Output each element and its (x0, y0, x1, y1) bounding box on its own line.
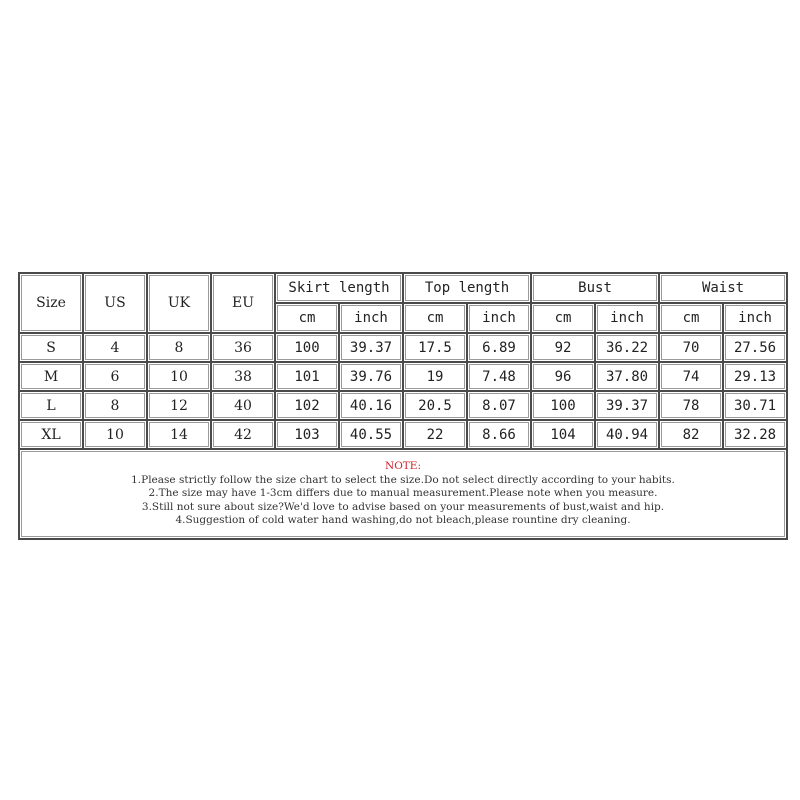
cell-waist-cm: 82 (660, 421, 724, 450)
cell-uk: 10 (148, 363, 212, 392)
notes-row (20, 450, 788, 540)
cell-eu: 40 (212, 392, 276, 421)
header-bust: Bust (532, 274, 660, 304)
cell-waist-inch: 30.71 (724, 392, 788, 421)
cell-bust-inch: 40.94 (596, 421, 660, 450)
cell-uk: 8 (148, 334, 212, 363)
table-row (20, 334, 788, 363)
cell-us: 10 (84, 421, 148, 450)
unit-cm: cm (404, 304, 468, 334)
cell-bust-cm: 92 (532, 334, 596, 363)
cell-top-cm: 22 (404, 421, 468, 450)
cell-skirt-inch: 40.16 (340, 392, 404, 421)
cell-us: 4 (84, 334, 148, 363)
cell-waist-inch: 29.13 (724, 363, 788, 392)
cell-waist-inch: 27.56 (724, 334, 788, 363)
header-skirt-length: Skirt length (276, 274, 404, 304)
cell-uk: 12 (148, 392, 212, 421)
header-row-groups (20, 274, 788, 304)
cell-waist-cm: 70 (660, 334, 724, 363)
cell-top-inch: 6.89 (468, 334, 532, 363)
cell-size: XL (20, 421, 84, 450)
size-chart-table (18, 272, 788, 540)
note-line: 4.Suggestion of cold water hand washing,do not bleach,please rountine dry cleaning. (175, 514, 631, 527)
cell-uk: 14 (148, 421, 212, 450)
cell-bust-inch: 39.37 (596, 392, 660, 421)
unit-cm: cm (276, 304, 340, 334)
table-row (20, 392, 788, 421)
cell-bust-inch: 36.22 (596, 334, 660, 363)
cell-eu: 38 (212, 363, 276, 392)
cell-us: 8 (84, 392, 148, 421)
note-line: 1.Please strictly follow the size chart to select the size.Do not select directly according to your habits. (131, 473, 675, 486)
cell-bust-inch: 37.80 (596, 363, 660, 392)
cell-size: M (20, 363, 84, 392)
header-size: Size (20, 274, 84, 334)
cell-waist-cm: 74 (660, 363, 724, 392)
cell-skirt-cm: 103 (276, 421, 340, 450)
cell-top-cm: 20.5 (404, 392, 468, 421)
cell-size: S (20, 334, 84, 363)
cell-eu: 36 (212, 334, 276, 363)
unit-cm: cm (660, 304, 724, 334)
header-eu: EU (212, 274, 276, 334)
cell-top-cm: 19 (404, 363, 468, 392)
cell-skirt-cm: 102 (276, 392, 340, 421)
cell-top-inch: 8.07 (468, 392, 532, 421)
cell-skirt-cm: 100 (276, 334, 340, 363)
header-uk: UK (148, 274, 212, 334)
cell-bust-cm: 104 (532, 421, 596, 450)
note-line: 3.Still not sure about size?We'd love to advise based on your measurements of bust,waist and hip. (141, 500, 665, 513)
cell-skirt-inch: 39.37 (340, 334, 404, 363)
cell-size: L (20, 392, 84, 421)
cell-top-cm: 17.5 (404, 334, 468, 363)
cell-top-inch: 7.48 (468, 363, 532, 392)
table-row (20, 363, 788, 392)
unit-inch: inch (340, 304, 404, 334)
header-us: US (84, 274, 148, 334)
unit-inch: inch (468, 304, 532, 334)
note-line: 2.The size may have 1-3cm differs due to manual measurement.Please note when you measure. (148, 487, 658, 500)
cell-bust-cm: 96 (532, 363, 596, 392)
notes-title: NOTE: (385, 460, 422, 473)
notes-block (20, 460, 786, 528)
table-row (20, 421, 788, 450)
cell-top-inch: 8.66 (468, 421, 532, 450)
cell-skirt-inch: 39.76 (340, 363, 404, 392)
unit-cm: cm (532, 304, 596, 334)
cell-skirt-inch: 40.55 (340, 421, 404, 450)
cell-eu: 42 (212, 421, 276, 450)
cell-waist-cm: 78 (660, 392, 724, 421)
cell-waist-inch: 32.28 (724, 421, 788, 450)
notes-cell (20, 450, 788, 540)
cell-skirt-cm: 101 (276, 363, 340, 392)
header-waist: Waist (660, 274, 788, 304)
cell-us: 6 (84, 363, 148, 392)
unit-inch: inch (724, 304, 788, 334)
header-top-length: Top length (404, 274, 532, 304)
unit-inch: inch (596, 304, 660, 334)
cell-bust-cm: 100 (532, 392, 596, 421)
